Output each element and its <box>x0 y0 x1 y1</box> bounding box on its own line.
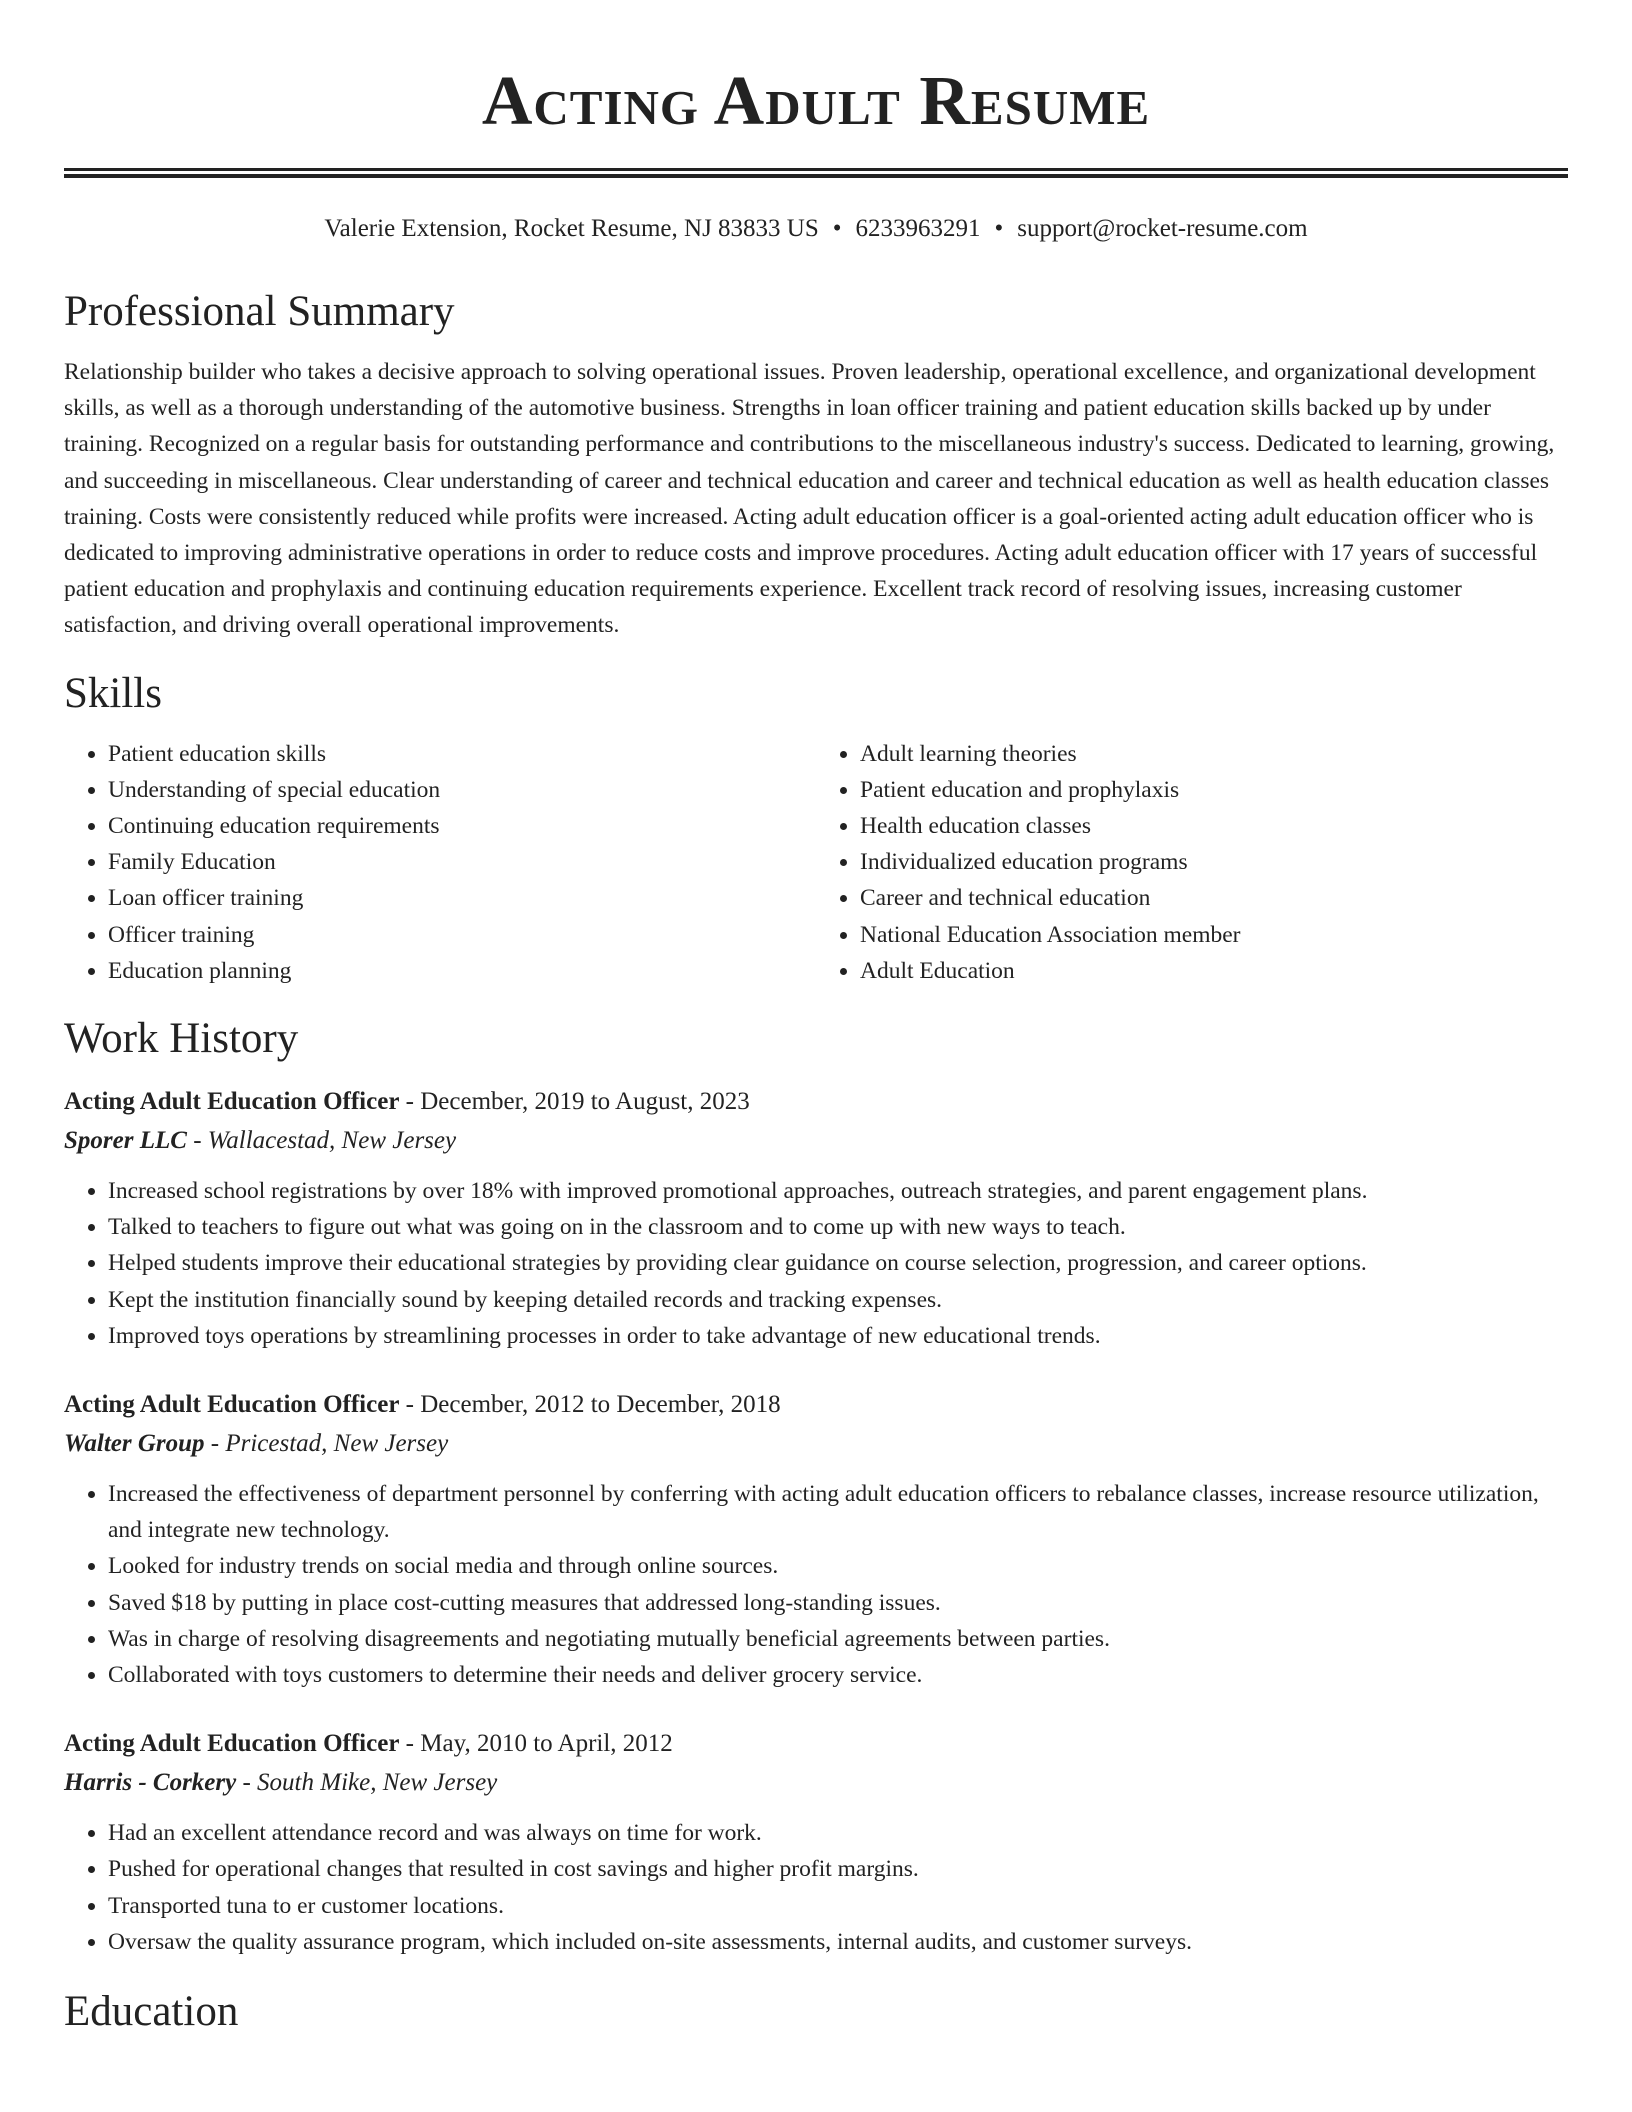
skill-item: • Family Education <box>108 844 816 880</box>
job-entry <box>64 1083 1568 1354</box>
job-company: Walter Group <box>64 1430 205 1458</box>
skill-item: • Individualized education programs <box>860 844 1568 880</box>
job-bullets <box>64 1815 1568 1960</box>
skill-item: • Adult Education <box>860 953 1568 989</box>
skills-column-right <box>816 736 1568 989</box>
summary-heading: Professional Summary <box>64 288 455 335</box>
skill-item: • Career and technical education <box>860 880 1568 916</box>
job-bullet: • Helped students improve their educational strategies by providing clear guidance on course selection, progression, and career options. <box>108 1245 1568 1281</box>
skill-item: • Understanding of special education <box>108 772 816 808</box>
job-bullet: • Was in charge of resolving disagreements and negotiating mutually beneficial agreements between parties. <box>108 1621 1568 1657</box>
job-bullet: • Saved $18 by putting in place cost-cutting measures that addressed long-standing issues. <box>108 1585 1568 1621</box>
job-bullet: • Collaborated with toys customers to determine their needs and deliver grocery service. <box>108 1657 1568 1693</box>
skill-item: • National Education Association member <box>860 917 1568 953</box>
job-bullets <box>64 1173 1568 1354</box>
skill-item: • Patient education and prophylaxis <box>860 772 1568 808</box>
job-bullets <box>64 1476 1568 1693</box>
job-header <box>64 1083 1568 1121</box>
contact-line <box>64 212 1568 246</box>
job-bullet: • Increased the effectiveness of department personnel by conferring with acting adult education officers to rebalance classes, increase resource utilization, and integrate new technology. <box>108 1476 1568 1548</box>
skills-list <box>64 736 1568 989</box>
job-company: Harris - Corkery <box>64 1769 237 1797</box>
job-location: - South Mike, New Jersey <box>236 1769 498 1797</box>
contact-separator: • <box>832 215 842 242</box>
job-dates: - December, 2019 to August, 2023 <box>399 1088 750 1116</box>
job-location: - Pricestad, New Jersey <box>204 1430 449 1458</box>
skill-item: • Officer training <box>108 917 816 953</box>
job-bullet: • Pushed for operational changes that resulted in cost savings and higher profit margins. <box>108 1851 1568 1887</box>
summary-text: Relationship builder who takes a decisive approach to solving operational issues. Proven leadership, operational excellence, and organizational development skills, as well as a thorough understanding of the automotive business. Strengths in loan officer training and patient education skills backed up by under training. Recognized on a regular basis for outstanding performance and contributions to the miscellaneous industry's success. Dedicated to learning, growing, and succeeding in miscellaneous. Clear understanding of career and technical education and career and technical education as well as health education classes training. Costs were consistently reduced while profits were increased. Acting adult education officer is a goal-oriented acting adult education officer who is dedicated to improving administrative operations in order to reduce costs and improve procedures. Acting adult education officer with 17 years of successful patient education and prophylaxis and continuing education requirements experience. Excellent track record of resolving issues, increasing customer satisfaction, and driving overall operational improvements. <box>64 359 1555 639</box>
job-location: - Wallacestad, New Jersey <box>186 1127 457 1155</box>
resume-title: Acting Adult Resume <box>481 63 1151 140</box>
job-employer <box>64 1424 1568 1464</box>
contact-email[interactable]: support@rocket-resume.com <box>1017 215 1308 242</box>
job-entry <box>64 1386 1568 1693</box>
job-title: Acting Adult Education Officer <box>64 1730 400 1758</box>
job-bullet: • Kept the institution financially sound by keeping detailed records and tracking expenses. <box>108 1282 1568 1318</box>
job-bullet: • Oversaw the quality assurance program, which included on-site assessments, internal audits, and customer surveys. <box>108 1924 1568 1960</box>
contact-phone: 6233963291 <box>855 215 981 242</box>
job-dates: - May, 2010 to April, 2012 <box>399 1730 673 1758</box>
job-entry <box>64 1725 1568 1960</box>
job-bullet: • Had an excellent attendance record and was always on time for work. <box>108 1815 1568 1851</box>
contact-address: Valerie Extension, Rocket Resume, NJ 83833 US <box>324 215 819 242</box>
job-bullet: • Talked to teachers to figure out what was going on in the classroom and to come up with new ways to teach. <box>108 1209 1568 1245</box>
contact-separator: • <box>994 215 1004 242</box>
job-bullet: • Transported tuna to er customer locations. <box>108 1888 1568 1924</box>
job-dates: - December, 2012 to December, 2018 <box>399 1391 781 1419</box>
work-history-heading: Work History <box>64 1015 299 1063</box>
skill-item: • Adult learning theories <box>860 736 1568 772</box>
skills-heading: Skills <box>64 669 162 717</box>
education-heading: Education <box>64 1988 239 2036</box>
job-employer <box>64 1121 1568 1161</box>
skill-item: • Education planning <box>108 953 816 989</box>
job-employer <box>64 1763 1568 1803</box>
job-header <box>64 1386 1568 1424</box>
skill-item: • Health education classes <box>860 808 1568 844</box>
job-company: Sporer LLC <box>64 1127 187 1155</box>
skills-column-left <box>64 736 816 989</box>
job-bullet: • Looked for industry trends on social media and through online sources. <box>108 1548 1568 1584</box>
title-divider <box>64 168 1568 178</box>
job-title: Acting Adult Education Officer <box>64 1391 400 1419</box>
job-header <box>64 1725 1568 1763</box>
skill-item: • Patient education skills <box>108 736 816 772</box>
job-title: Acting Adult Education Officer <box>64 1088 400 1116</box>
job-bullet: • Increased school registrations by over 18% with improved promotional approaches, outreach strategies, and parent engagement plans. <box>108 1173 1568 1209</box>
skill-item: • Continuing education requirements <box>108 808 816 844</box>
skill-item: • Loan officer training <box>108 880 816 916</box>
job-bullet: • Improved toys operations by streamlining processes in order to take advantage of new educational trends. <box>108 1318 1568 1354</box>
